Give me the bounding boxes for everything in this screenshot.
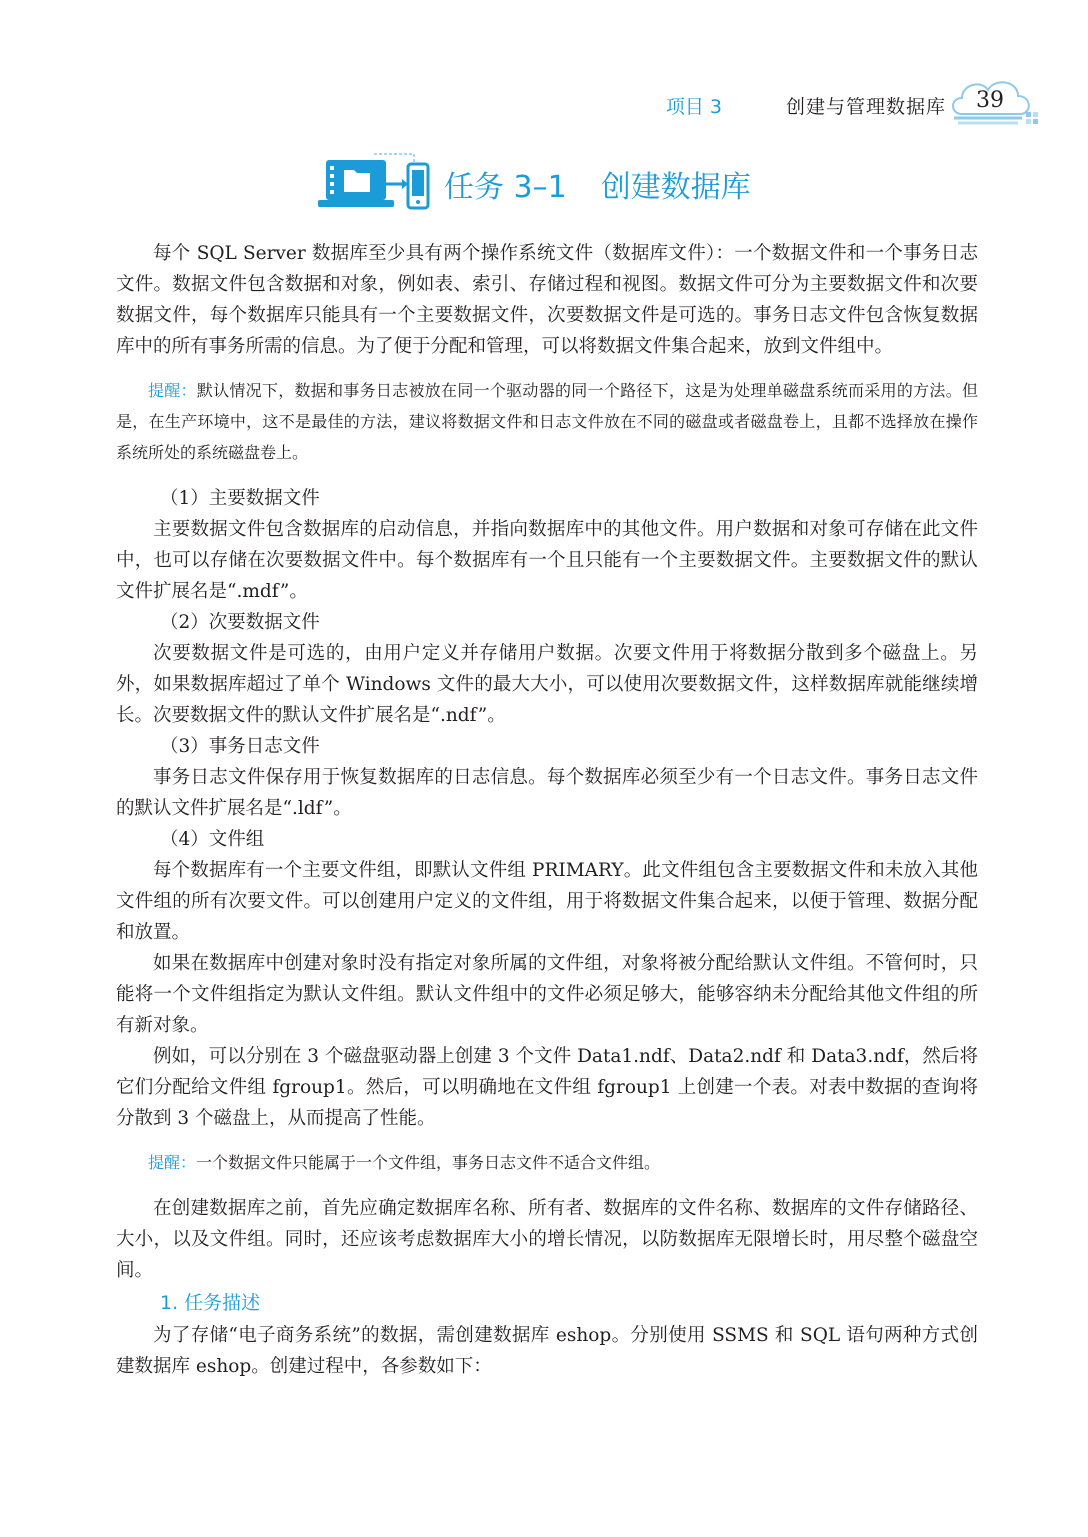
section-heading-task-description: 1. 任务描述 <box>160 1292 261 1314</box>
chapter-title: 创建与管理数据库 <box>785 96 946 118</box>
task-description-paragraph: 为了存储“电子商务系统”的数据，需创建数据库 eshop。分别使用 SSMS 和 SQL 语句两种方式创建数据库 eshop。创建过程中，各参数如下： <box>116 1325 978 1377</box>
before-create-paragraph: 在创建数据库之前，首先应确定数据库名称、所有者、数据库的文件名称、数据库的文件存储路径、大小，以及文件组。同时，还应该考虑数据库大小的增长情况，以防数据库无限增长时，用尽整个磁盘空间。 <box>116 1198 978 1281</box>
item-heading-log: （3）事务日志文件 <box>160 736 320 757</box>
item-text-primary: 主要数据文件包含数据库的启动信息，并指向数据库中的其他文件。用户数据和对象可存储在此文件中，也可以存储在次要数据文件中。每个数据库有一个且只能有一个主要数据文件。主要数据文件的默认文件扩展名是“.mdf”。 <box>116 519 978 602</box>
tip-text-2: 一个数据文件只能属于一个文件组，事务日志文件不适合文件组。 <box>196 1153 661 1172</box>
filegroup-example-paragraph: 例如，可以分别在 3 个磁盘驱动器上创建 3 个文件 Data1.ndf、Data2.ndf 和 Data3.ndf，然后将它们分配给文件组 fgroup1。然后，可以明确地在文件组 fgroup1 上创建一个表。对表中数据的查询将分散到 3 个磁盘上，从而提高了性能。 <box>116 1046 978 1129</box>
project-label: 项目 3 <box>665 96 722 118</box>
item-text-log: 事务日志文件保存用于恢复数据库的日志信息。每个数据库必须至少有一个日志文件。事务日志文件的默认文件扩展名是“.ldf”。 <box>116 767 978 819</box>
item-heading-filegroup: （4）文件组 <box>160 829 265 850</box>
task-number: 任务 3–1 <box>444 170 567 205</box>
task-name: 创建数据库 <box>600 170 751 205</box>
laptop-folder-phone-icon <box>316 152 434 212</box>
item-heading-secondary: （2）次要数据文件 <box>160 612 320 633</box>
main-content <box>116 238 978 1382</box>
page-number: 39 <box>976 88 1004 113</box>
intro-paragraph: 每个 SQL Server 数据库至少具有两个操作系统文件（数据库文件）：一个数据文件和一个事务日志文件。数据文件包含数据和对象，例如表、索引、存储过程和视图。数据文件可分为主要数据文件和次要数据文件，每个数据库只能具有一个主要数据文件，次要数据文件是可选的。事务日志文件包含恢复数据库中的所有事务所需的信息。为了便于分配和管理，可以将数据文件集合起来，放到文件组中。 <box>116 243 978 357</box>
item-text-secondary: 次要数据文件是可选的，由用户定义并存储用户数据。次要文件用于将数据分散到多个磁盘上。另外，如果数据库超过了单个 Windows 文件的最大大小，可以使用次要数据文件，这样数据库就能继续增长。次要数据文件的默认文件扩展名是“.ndf”。 <box>116 643 978 726</box>
tip-box <box>116 375 978 468</box>
running-head <box>600 88 1040 128</box>
item-heading-primary: （1）主要数据文件 <box>160 488 320 509</box>
tip-box-2 <box>116 1147 978 1178</box>
filegroup-default-paragraph: 如果在数据库中创建对象时没有指定对象所属的文件组，对象将被分配给默认文件组。不管何时，只能将一个文件组指定为默认文件组。默认文件组中的文件必须足够大，能够容纳未分配给其他文件组的所有新对象。 <box>116 953 978 1036</box>
tip-label-2: 提醒： <box>148 1153 197 1172</box>
tip-text: 默认情况下，数据和事务日志被放在同一个驱动器的同一个路径下，这是为处理单磁盘系统而采用的方法。但是，在生产环境中，这不是最佳的方法，建议将数据文件和日志文件放在不同的磁盘或者磁盘卷上，且都不选择放在操作系统所处的系统磁盘卷上。 <box>116 381 978 462</box>
tip-label: 提醒： <box>148 381 197 400</box>
item-text-filegroup: 每个数据库有一个主要文件组，即默认文件组 PRIMARY。此文件组包含主要数据文件和未放入其他文件组的所有次要文件。可以创建用户定义的文件组，用于将数据文件集合起来，以便于管理、数据分配和放置。 <box>116 860 978 943</box>
task-title <box>316 152 786 216</box>
